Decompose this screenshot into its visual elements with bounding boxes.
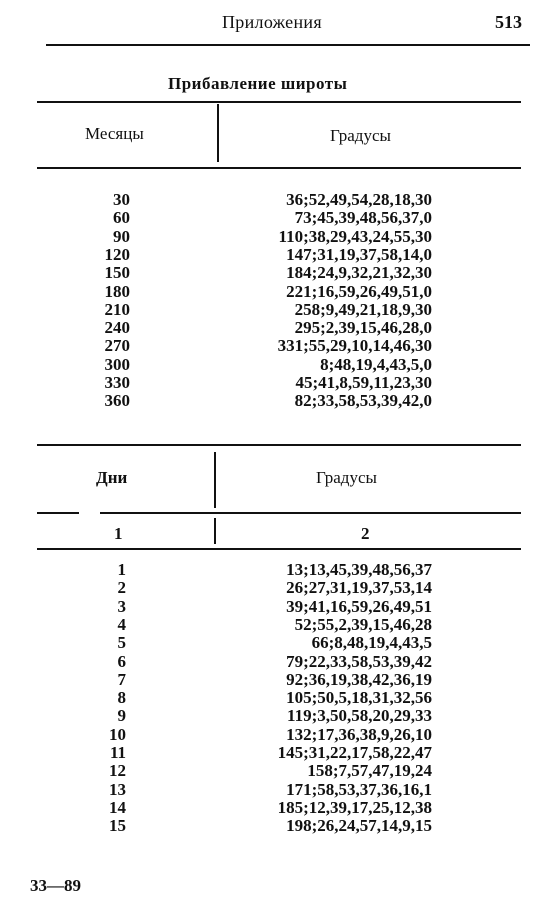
row-value: 13;13,45,39,48,56,37 <box>286 560 432 579</box>
table1-col2-header: Градусы <box>330 126 391 145</box>
table2-number-rule-right <box>100 512 521 514</box>
row-label: 30 <box>113 190 130 209</box>
row-value: 331;55,29,10,14,46,30 <box>277 336 432 356</box>
row-value: 132;17,36,38,9,26,10 <box>286 724 432 744</box>
row-value: 145;31,22,17,58,22,47 <box>277 743 432 762</box>
row-value: 295;2,39,15,46,28,0 <box>294 318 432 338</box>
table2-header-rule <box>37 548 521 550</box>
table1-col1-header: Месяцы <box>85 124 144 143</box>
row-value: 82;33,58,53,39,42,0 <box>294 391 432 411</box>
row-label: 60 <box>113 208 130 228</box>
header-rule <box>46 44 530 46</box>
row-value: 171;58,53,37,36,16,1 <box>286 779 432 799</box>
row-value: 105;50,5,18,31,32,56 <box>286 688 432 708</box>
row-label: 360 <box>104 391 130 411</box>
row-value: 119;3,50,58,20,29,33 <box>287 706 432 726</box>
row-label: 5 <box>117 633 126 653</box>
row-value: 79;22,33,58,53,39,42 <box>286 651 432 671</box>
row-label: 13 <box>109 779 126 799</box>
row-label: 270 <box>104 336 130 356</box>
table2-col1-number: 1 <box>114 524 123 543</box>
row-value: 110;38,29,43,24,55,30 <box>278 226 432 246</box>
row-value: 52;55,2,39,15,46,28 <box>294 614 432 634</box>
row-value: 26;27,31,19,37,53,14 <box>286 578 432 598</box>
row-label: 12 <box>109 761 126 781</box>
row-value: 258;9,49,21,18,9,30 <box>294 299 432 319</box>
row-value: 39;41,16,59,26,49,51 <box>286 596 432 616</box>
page-number: 513 <box>495 12 522 32</box>
table1-top-rule <box>37 101 521 103</box>
table2-column-divider-lower <box>214 518 216 544</box>
row-label: 1 <box>117 560 126 579</box>
table2-col2-header: Градусы <box>316 468 377 487</box>
row-label: 6 <box>117 651 126 671</box>
table2-col2-number: 2 <box>361 524 370 543</box>
table1-header-rule <box>37 167 521 169</box>
table2-col1-header: Дни <box>96 468 128 487</box>
row-value: 36;52,49,54,28,18,30 <box>286 190 432 209</box>
row-label: 11 <box>109 743 126 762</box>
table2-number-rule-left <box>37 512 79 514</box>
row-label: 15 <box>109 816 126 836</box>
row-label: 210 <box>104 299 130 319</box>
table1-column-divider <box>217 104 219 162</box>
row-label: 9 <box>117 706 126 726</box>
table2-column-divider-upper <box>214 452 216 508</box>
row-value: 221;16,59,26,49,51,0 <box>286 281 432 301</box>
row-value: 92;36,19,38,42,36,19 <box>286 669 432 689</box>
row-value: 73;45,39,48,56,37,0 <box>294 208 432 228</box>
table2-top-rule <box>37 444 521 446</box>
row-label: 300 <box>104 354 130 374</box>
row-label: 7 <box>117 669 126 689</box>
row-label: 180 <box>104 281 130 301</box>
row-label: 2 <box>117 578 126 598</box>
row-label: 330 <box>104 373 130 392</box>
row-value: 45;41,8,59,11,23,30 <box>295 373 432 392</box>
printer-signature: 33—89 <box>30 876 81 895</box>
section-title: Прибавление широты <box>168 74 348 93</box>
row-value: 66;8,48,19,4,43,5 <box>311 633 432 653</box>
row-label: 10 <box>109 724 126 744</box>
row-label: 90 <box>113 226 130 246</box>
row-label: 150 <box>104 263 130 283</box>
running-header-title: Приложения <box>222 12 322 32</box>
row-label: 120 <box>104 244 130 264</box>
row-value: 198;26,24,57,14,9,15 <box>286 816 432 836</box>
row-label: 8 <box>117 688 126 708</box>
row-value: 147;31,19,37,58,14,0 <box>286 244 432 264</box>
row-label: 3 <box>117 596 126 616</box>
row-label: 240 <box>104 318 130 338</box>
row-value: 185;12,39,17,25,12,38 <box>277 797 432 817</box>
row-value: 184;24,9,32,21,32,30 <box>286 263 432 283</box>
row-label: 4 <box>117 614 126 634</box>
row-value: 8;48,19,4,43,5,0 <box>320 354 432 374</box>
row-label: 14 <box>109 797 126 817</box>
row-value: 158;7,57,47,19,24 <box>307 761 432 781</box>
